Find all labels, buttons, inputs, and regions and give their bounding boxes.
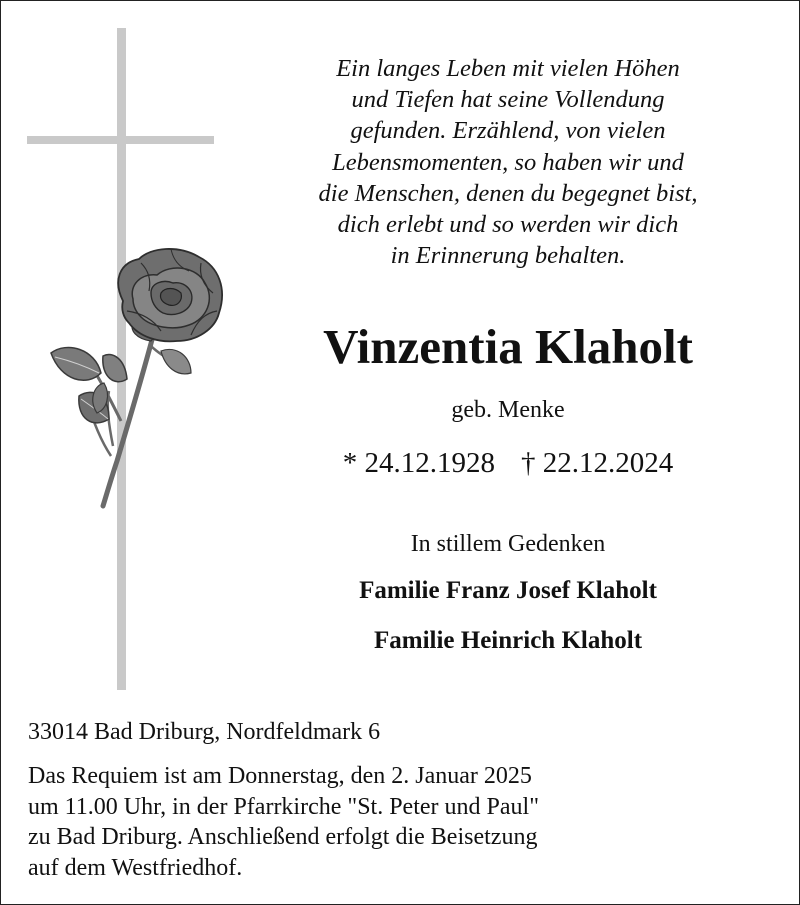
- quote-line: Lebensmomenten, so haben wir und: [332, 148, 684, 176]
- requiem-line: um 11.00 Uhr, in der Pfarrkirche "St. Peter und Paul": [28, 793, 539, 820]
- maiden-name: geb. Menke: [451, 397, 565, 423]
- requiem-line: Das Requiem ist am Donnerstag, den 2. Januar 2025: [28, 763, 532, 789]
- family-name: Familie Heinrich Klaholt: [373, 627, 643, 654]
- rose-icon: [51, 249, 222, 506]
- quote-line: die Menschen, denen du begegnet bist,: [318, 179, 698, 207]
- cross-icon: [1, 1, 261, 701]
- memorial-intro: In stillem Gedenken: [410, 531, 606, 557]
- birth-date: * 24.12.1928: [342, 447, 495, 479]
- quote-line: und Tiefen hat seine Vollendung: [351, 86, 665, 114]
- requiem-line: auf dem Westfriedhof.: [28, 854, 243, 881]
- quote-line: Ein langes Leben mit vielen Höhen: [336, 55, 680, 82]
- life-dates: [261, 445, 755, 481]
- quote-line: in Erinnerung behalten.: [390, 242, 626, 270]
- death-date: † 22.12.2024: [521, 447, 674, 479]
- deceased-name: Vinzentia Klaholt: [323, 319, 693, 374]
- quote: [261, 53, 755, 271]
- requiem-info: [28, 761, 539, 883]
- quote-line: dich erlebt und so werden wir dich: [337, 211, 679, 239]
- requiem-line: zu Bad Driburg. Anschließend erfolgt die Beisetzung: [28, 824, 538, 850]
- family-name: Familie Franz Josef Klaholt: [359, 577, 657, 604]
- address: 33014 Bad Driburg, Nordfeldmark 6: [28, 719, 381, 745]
- quote-line: gefunden. Erzählend, von vielen: [350, 117, 666, 145]
